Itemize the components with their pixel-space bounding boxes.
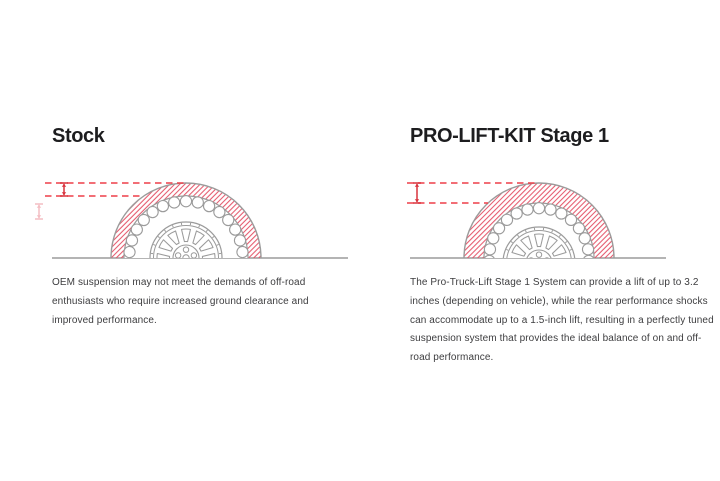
marker-arrow-down: [37, 215, 41, 218]
lift-measure-marker: [413, 183, 421, 203]
tread-lug: [234, 235, 245, 246]
lug-nut: [531, 267, 536, 268]
tread-lug: [124, 258, 135, 268]
lug-nut: [183, 247, 188, 252]
tread-lug: [511, 208, 522, 219]
tread-lug: [124, 246, 135, 257]
tread-lug: [533, 203, 544, 214]
tread-lug: [147, 206, 158, 217]
lug-nut: [541, 267, 546, 268]
lifted-tire-illustration: [464, 183, 614, 268]
tread-lug: [237, 246, 248, 257]
tread-lug: [237, 258, 248, 268]
tread-lug: [579, 233, 590, 244]
wheel-spoke-cutout: [510, 259, 523, 268]
lug-nut: [188, 262, 193, 267]
marker-arrow-up: [37, 205, 41, 208]
tread-lug: [522, 204, 533, 215]
tread-lug: [501, 214, 512, 225]
wheel-spoke-cutout: [555, 259, 568, 268]
tread-lug: [583, 255, 594, 266]
tread-lug: [484, 244, 495, 255]
tread-lug: [138, 214, 149, 225]
tread-lug: [180, 196, 191, 207]
wheel-spoke-cutout: [159, 265, 173, 268]
tread-lug: [581, 267, 592, 268]
lift-kit-panel-description: The Pro-Truck-Lift Stage 1 System can provide a lift of up to 3.2 inches (depending on vehicle), while the rear performance shocks can accommodate up to a 1.5-inch lift, resulting in a perfectly tuned suspension system that provides the ideal balance of on and off-road performance.: [410, 277, 714, 364]
tread-lug: [573, 223, 584, 234]
tread-lug: [131, 224, 142, 235]
marker-arrow-up: [62, 184, 66, 187]
stock-panel-description: OEM suspension may not meet the demands of off-road enthusiasts who require increased ground clearance and improved performance.: [52, 277, 309, 326]
tread-lug: [223, 214, 234, 225]
marker-arrow-down: [415, 199, 419, 202]
lift-kit-panel-title: PRO-LIFT-KIT Stage 1: [410, 125, 609, 147]
tread-lug: [214, 206, 225, 217]
tread-lug: [556, 208, 567, 219]
suspension-lift-illustration: [0, 168, 720, 268]
stock-panel-title: Stock: [52, 125, 105, 147]
tread-lug: [169, 197, 180, 208]
tread-lug: [126, 235, 137, 246]
ghost-measure-marker: [35, 204, 43, 219]
tread-lug: [157, 201, 168, 212]
tread-lug: [204, 201, 215, 212]
center-cap: [183, 255, 189, 261]
wheel-spoke-cutout: [199, 265, 213, 268]
tread-lug: [230, 224, 241, 235]
lug-nut: [191, 253, 196, 258]
lift-measure-marker: [60, 183, 68, 196]
marker-arrow-up: [415, 184, 419, 187]
tread-lug: [488, 233, 499, 244]
tread-lug: [484, 255, 495, 266]
lug-nut: [175, 253, 180, 258]
tread-lug: [486, 267, 497, 268]
tread-lug: [545, 204, 556, 215]
tread-lug: [192, 197, 203, 208]
center-cap: [536, 260, 542, 266]
tread-lug: [582, 244, 593, 255]
marker-arrow-down: [62, 192, 66, 195]
lug-nut: [536, 252, 541, 257]
lug-nut: [178, 262, 183, 267]
